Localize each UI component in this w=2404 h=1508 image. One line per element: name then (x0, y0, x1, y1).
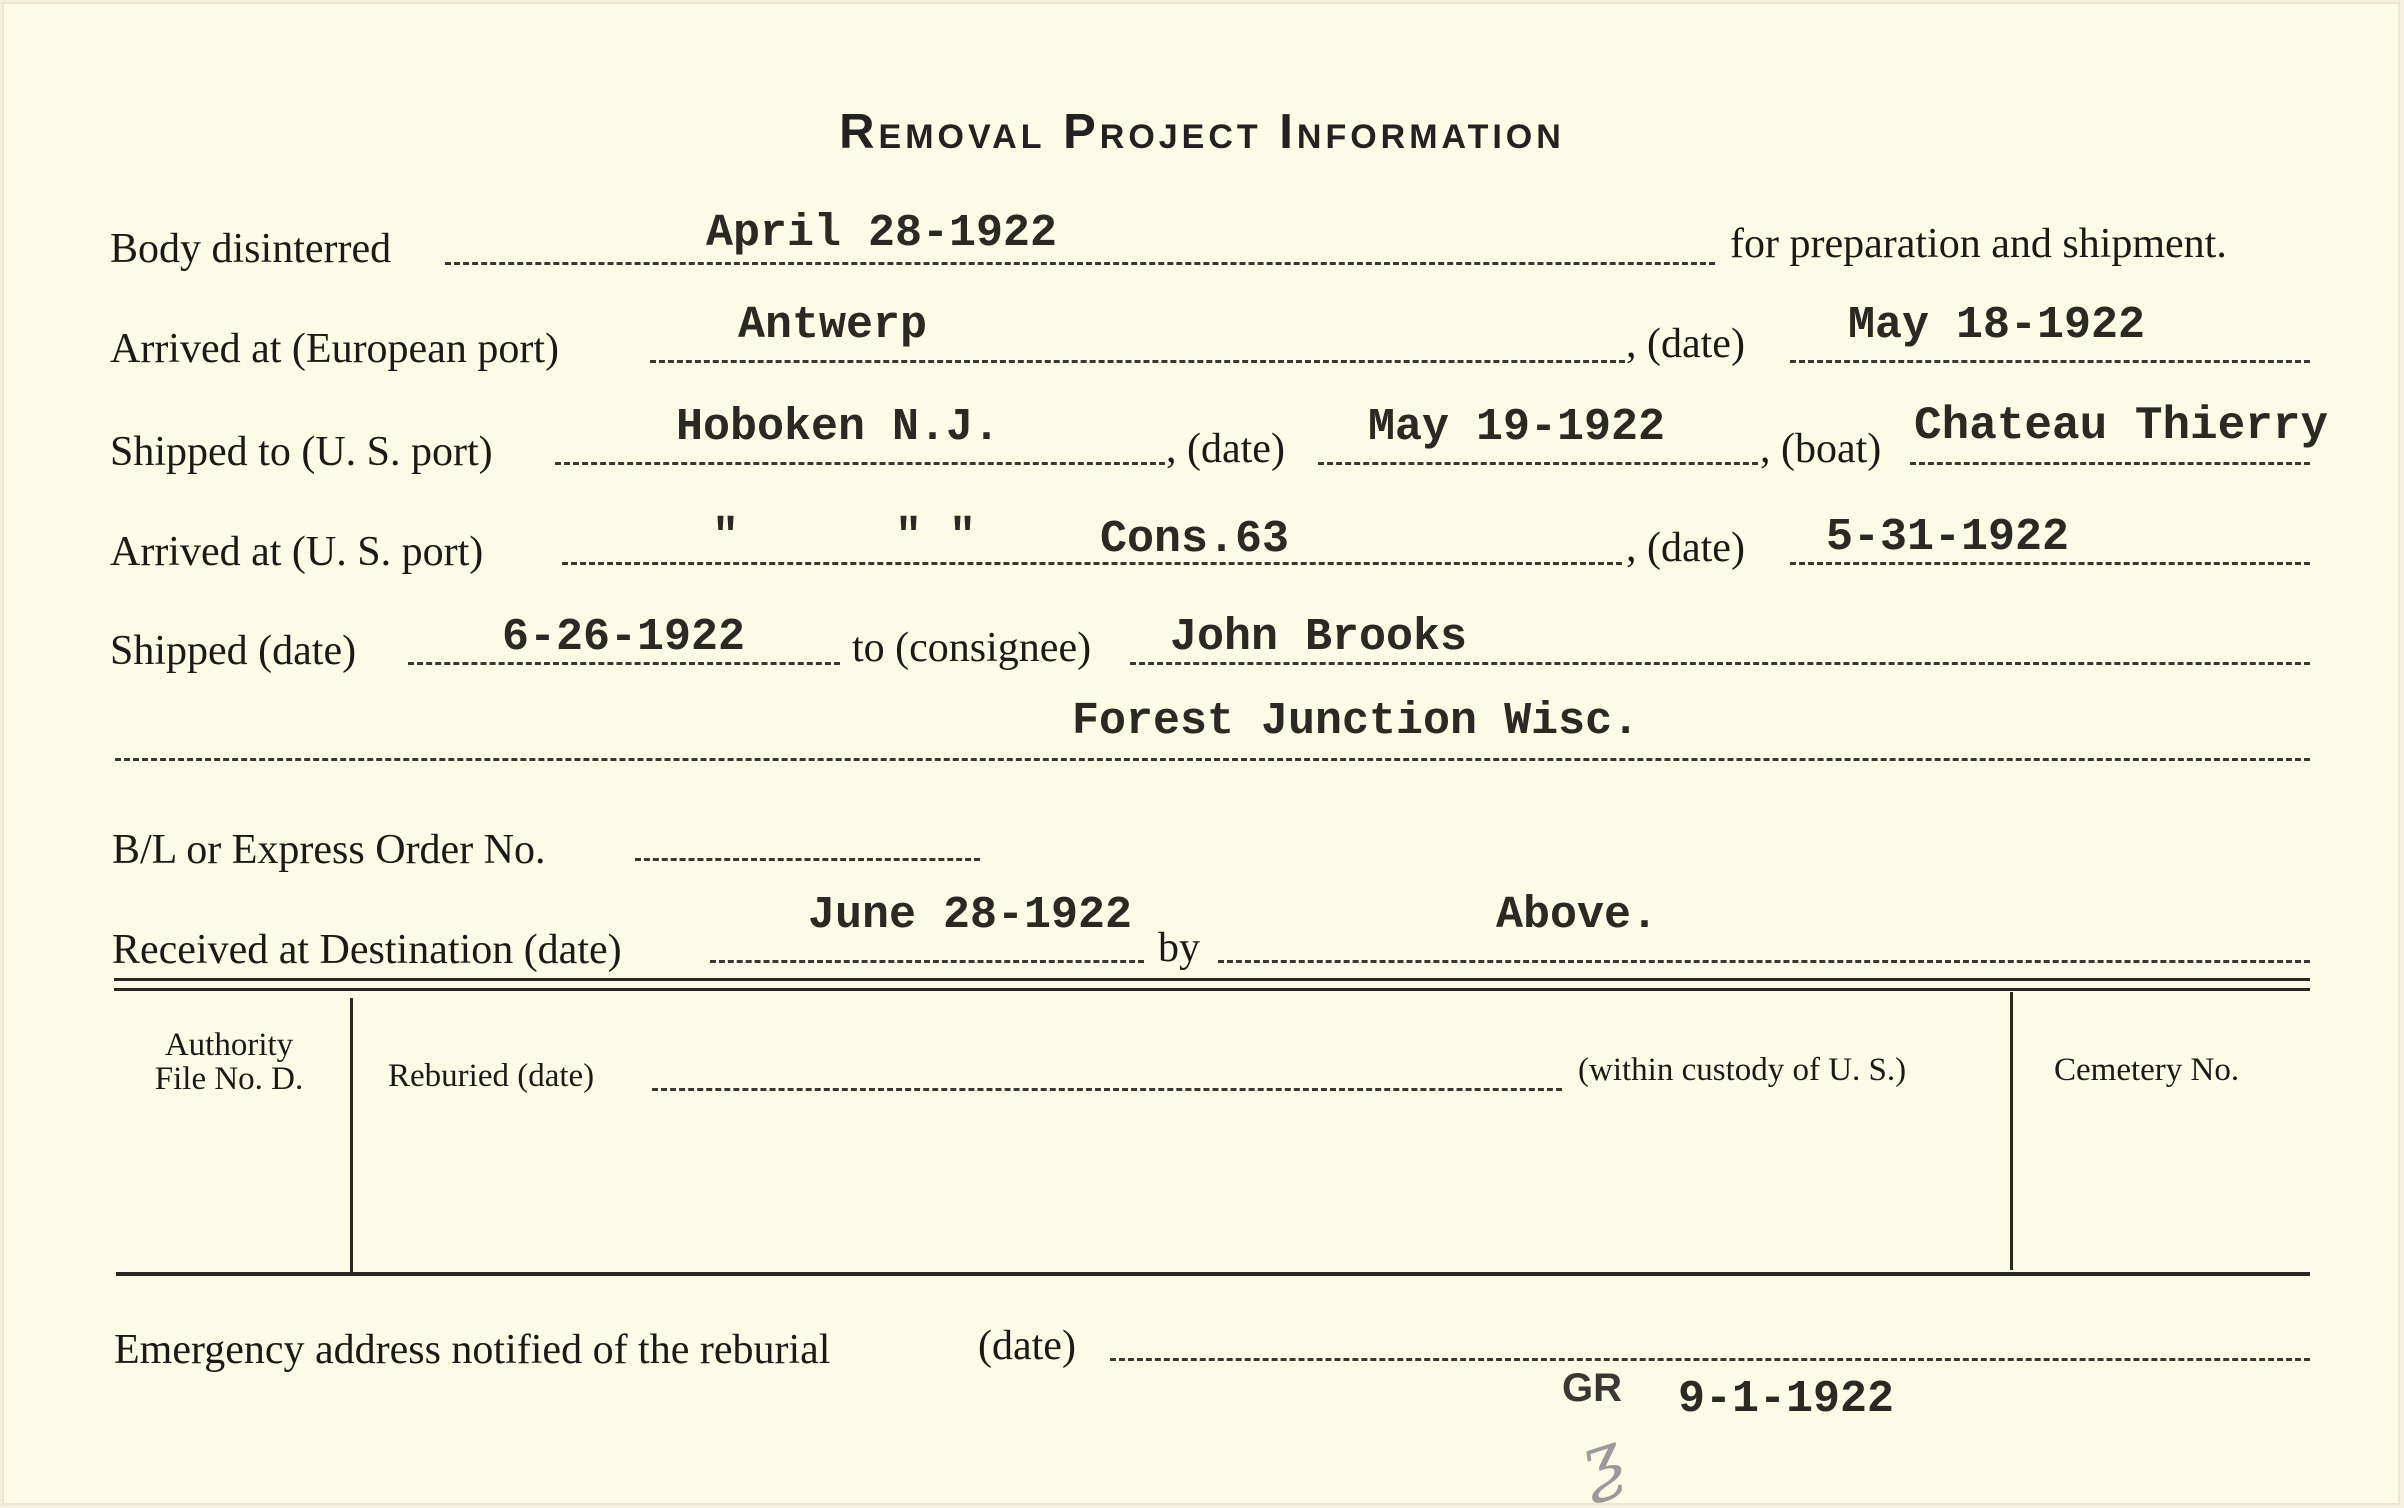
consignee-address: Forest Junction Wisc. (1072, 696, 1640, 747)
boat-label: , (boat) (1760, 426, 1882, 472)
authority-cell (114, 1028, 344, 1096)
disinterred-suffix: for preparation and shipment. (1730, 221, 2227, 267)
table-divider-left (350, 998, 353, 1273)
by-value: Above. (1496, 890, 1659, 941)
table-top-rule-1 (114, 978, 2310, 981)
by-label: by (1158, 925, 1200, 971)
shipped-label: Shipped (date) (110, 628, 357, 674)
received-line (710, 960, 1144, 963)
eu-date-value: May 18-1922 (1848, 300, 2146, 351)
consignee-label: to (consignee) (852, 625, 1092, 671)
emergency-date-label: (date) (978, 1323, 1076, 1369)
eu-port-line (650, 360, 1625, 363)
boat-value: Chateau Thierry (1914, 400, 2329, 452)
emergency-label: Emergency address notified of the reburial (114, 1327, 831, 1373)
us-arr-date-label: , (date) (1626, 525, 1745, 571)
gr-stamp: GR (1562, 1366, 1622, 1410)
boat-line (1910, 462, 2310, 465)
reburied-line (652, 1088, 1562, 1091)
eu-date-label: , (date) (1626, 321, 1745, 367)
us-ship-date-label: , (date) (1166, 426, 1285, 472)
address-line (115, 758, 2310, 761)
consignee-value: John Brooks (1170, 612, 1468, 663)
reburied-label: Reburied (date) (388, 1058, 595, 1094)
us-ship-line (555, 462, 1165, 465)
bl-label: B/L or Express Order No. (112, 827, 546, 873)
us-arr-ditto-1: " (712, 512, 740, 563)
us-arr-value: Cons.63 (1100, 514, 1290, 565)
table-top-rule-2 (114, 988, 2310, 991)
us-arr-ditto-2: " " (895, 512, 977, 563)
by-line (1218, 960, 2310, 963)
cemetery-label: Cemetery No. (2054, 1052, 2240, 1088)
gr-date: 9-1-1922 (1678, 1374, 1895, 1425)
eu-port-label: Arrived at (European port) (110, 326, 559, 372)
bl-line (635, 858, 980, 861)
authority-line-2: File No. D. (154, 1061, 304, 1097)
us-ship-date-line (1318, 462, 1758, 465)
received-value: June 28-1922 (808, 890, 1133, 941)
pencil-mark: ƺ (1568, 1413, 1633, 1507)
shipped-value: 6-26-1922 (502, 612, 746, 663)
us-ship-date-value: May 19-1922 (1368, 402, 1666, 453)
us-ship-label: Shipped to (U. S. port) (110, 429, 493, 475)
authority-line-1: Authority (164, 1027, 294, 1063)
us-arr-date-value: 5-31-1922 (1826, 512, 2070, 563)
emergency-line (1110, 1358, 2310, 1361)
disinterred-value: April 28-1922 (706, 208, 1058, 259)
received-label: Received at Destination (date) (112, 927, 622, 973)
eu-port-value: Antwerp (738, 300, 928, 351)
us-ship-value: Hoboken N.J. (676, 402, 1001, 453)
eu-date-line (1790, 360, 2310, 363)
custody-label: (within custody of U. S.) (1578, 1052, 1907, 1088)
disinterred-label: Body disinterred (110, 226, 392, 272)
table-bottom-rule (116, 1272, 2310, 1276)
us-arr-label: Arrived at (U. S. port) (110, 529, 484, 575)
form-title: Removal Project Information (839, 105, 1565, 159)
disinterred-line (445, 262, 1715, 265)
table-divider-right (2010, 992, 2013, 1270)
